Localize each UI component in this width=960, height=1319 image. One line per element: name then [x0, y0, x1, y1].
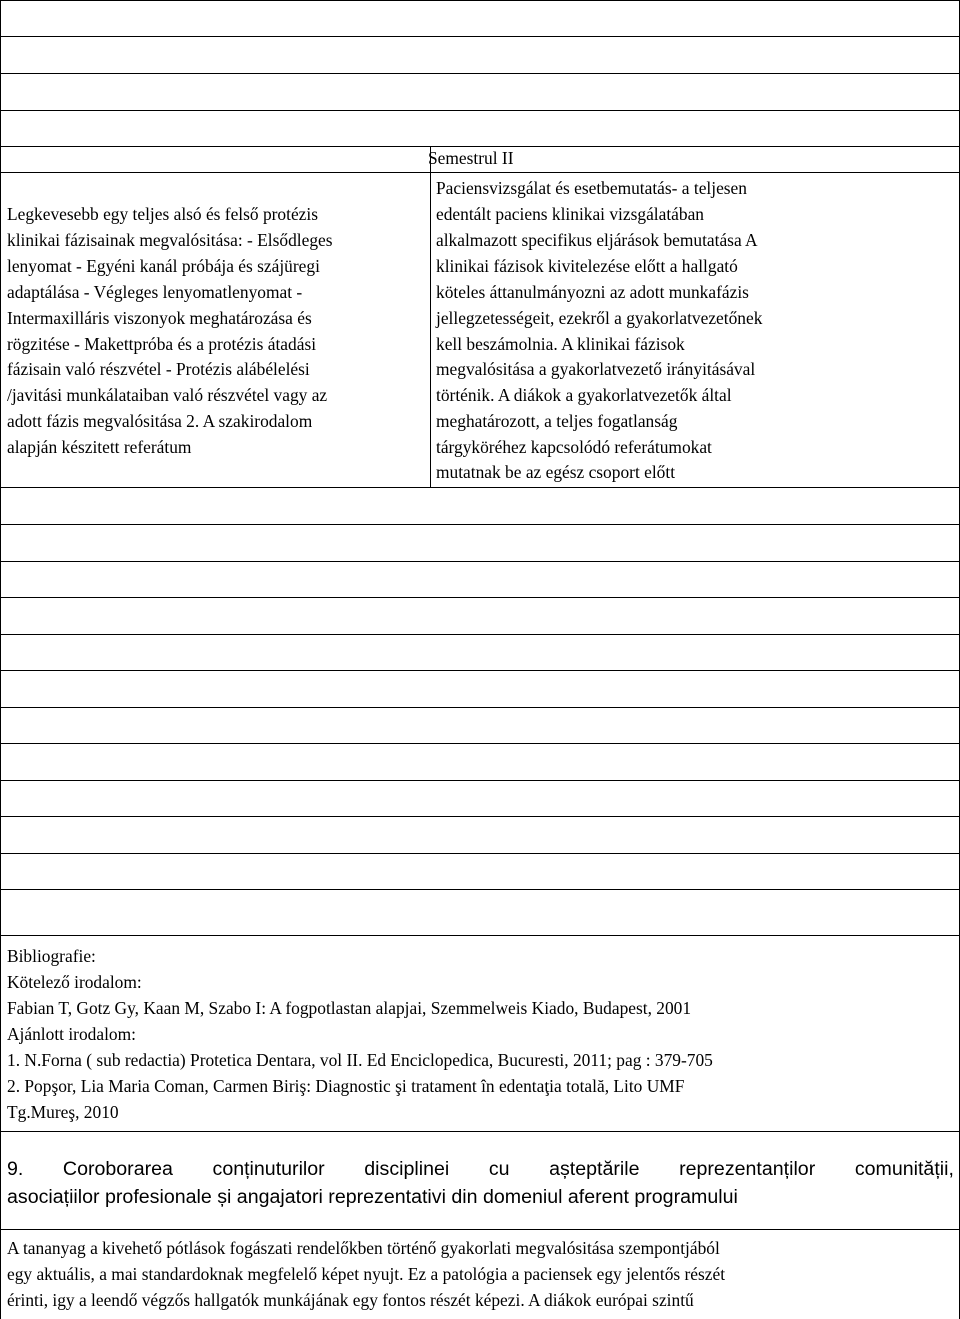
text-line: edentált paciens klinikai vizsgálatában: [436, 204, 705, 224]
heading-word: conținuturilor: [212, 1158, 325, 1180]
text-line: alapján készitett referátum: [7, 437, 192, 457]
bibliography-entry: Fabian T, Gotz Gy, Kaan M, Szabo I: A fogpotlastan alapjai, Szemmelweis Kiado, Budapest, 2001: [7, 998, 692, 1018]
grid-line: [0, 743, 960, 744]
heading-word: reprezentanților: [679, 1158, 816, 1180]
grid-line: [0, 73, 960, 74]
text-line: meghatározott, a teljes fogatlanság: [436, 411, 678, 431]
section-9-heading-line: asociațiilor profesionale și angajatori reprezentativi din domeniul aferent programului: [7, 1186, 738, 1208]
text-line: Legkevesebb egy teljes alsó és felső protézis: [7, 204, 318, 224]
grid-line: [0, 0, 1, 1319]
grid-line: [0, 0, 960, 1]
text-line: A tananyag a kivehető pótlások fogászati rendelőkben történő gyakorlati megvalósitása szempontjából: [7, 1238, 720, 1258]
text-line: klinikai fázisainak megvalósitása: - Elsődleges: [7, 230, 333, 250]
grid-line: [430, 146, 431, 487]
grid-line: [0, 889, 960, 890]
bibliography-entry: Tg.Mureş, 2010: [7, 1102, 119, 1122]
text-line: tárgyköréhez kapcsolódó referátumokat: [436, 437, 712, 457]
heading-word: comunității,: [854, 1158, 954, 1180]
text-line: Paciensvizsgálat és esetbemutatás- a teljesen: [436, 178, 747, 198]
text-line: adaptálása - Végleges lenyomatlenyomat -: [7, 282, 303, 302]
bibliography-entry: 1. N.Forna ( sub redactia) Protetica Dentara, vol II. Ed Enciclopedica, Bucuresti, 2011; pag : 379-705: [7, 1050, 713, 1070]
grid-line: [0, 634, 960, 635]
text-line: köteles áttanulmányozni az adott munkafázis: [436, 282, 749, 302]
text-line: kell beszámolnia. A klinikai fázisok: [436, 334, 685, 354]
grid-line: [0, 172, 960, 173]
bibliography-heading: Bibliografie:: [7, 946, 96, 966]
heading-word: așteptările: [549, 1158, 640, 1180]
section-9-heading-line: [7, 1155, 954, 1183]
grid-line: [0, 935, 960, 936]
text-line: rögzitése - Makettpróba és a protézis átadási: [7, 334, 317, 354]
text-line: történik. A diákok a gyakorlatvezetők által: [436, 385, 732, 405]
grid-line: [0, 853, 960, 854]
grid-line: [0, 1131, 960, 1132]
text-line: adott fázis megvalósitása 2. A szakirodalom: [7, 411, 313, 431]
grid-line: [0, 707, 960, 708]
text-line: érinti, igy a leendő végzős hallgatók munkájának egy fontos részét képezi. A diákok európai szintű: [7, 1290, 694, 1310]
grid-line: [0, 816, 960, 817]
text-line: /javitási munkálataiban való részvétel vagy az: [7, 385, 328, 405]
text-line: jellegzetességeit, ezekről a gyakorlatvezetőnek: [436, 308, 763, 328]
grid-line: [0, 597, 960, 598]
text-line: lenyomat - Egyéni kanál próbája és szájüregi: [7, 256, 320, 276]
grid-line: [0, 780, 960, 781]
grid-line: [0, 524, 960, 525]
text-line: megvalósitása a gyakorlatvezető irányitásával: [436, 359, 756, 379]
text-line: mutatnak be az egész csoport előtt: [436, 462, 676, 482]
heading-word: Coroborarea: [62, 1158, 173, 1180]
section-number: 9.: [7, 1158, 24, 1180]
semester-header: Semestrul II: [428, 148, 514, 168]
text-line: alkalmazott specifikus eljárások bemutatása A: [436, 230, 758, 250]
bibliography-entry: 2. Popşor, Lia Maria Coman, Carmen Biriş: Diagnostic şi tratament în edentaţia totală, Lito UMF: [7, 1076, 685, 1096]
grid-line: [0, 561, 960, 562]
text-line: Intermaxilláris viszonyok meghatározása és: [7, 308, 312, 328]
text-line: egy aktuális, a mai standardoknak megfelelő képet nyujt. Ez a patológia a paciensek egy jelentős részét: [7, 1264, 726, 1284]
grid-line: [0, 36, 960, 37]
mandatory-reading-label: Kötelező irodalom:: [7, 972, 142, 992]
grid-line: [0, 487, 960, 488]
grid-line: [0, 670, 960, 671]
text-line: klinikai fázisok kivitelezése előtt a hallgató: [436, 256, 738, 276]
recommended-reading-label: Ajánlott irodalom:: [7, 1024, 136, 1044]
grid-line: [0, 110, 960, 111]
heading-word: cu: [488, 1158, 510, 1180]
grid-line: [0, 1229, 960, 1230]
heading-word: disciplinei: [364, 1158, 450, 1180]
text-line: fázisain való részvétel - Protézis alábélelési: [7, 359, 310, 379]
